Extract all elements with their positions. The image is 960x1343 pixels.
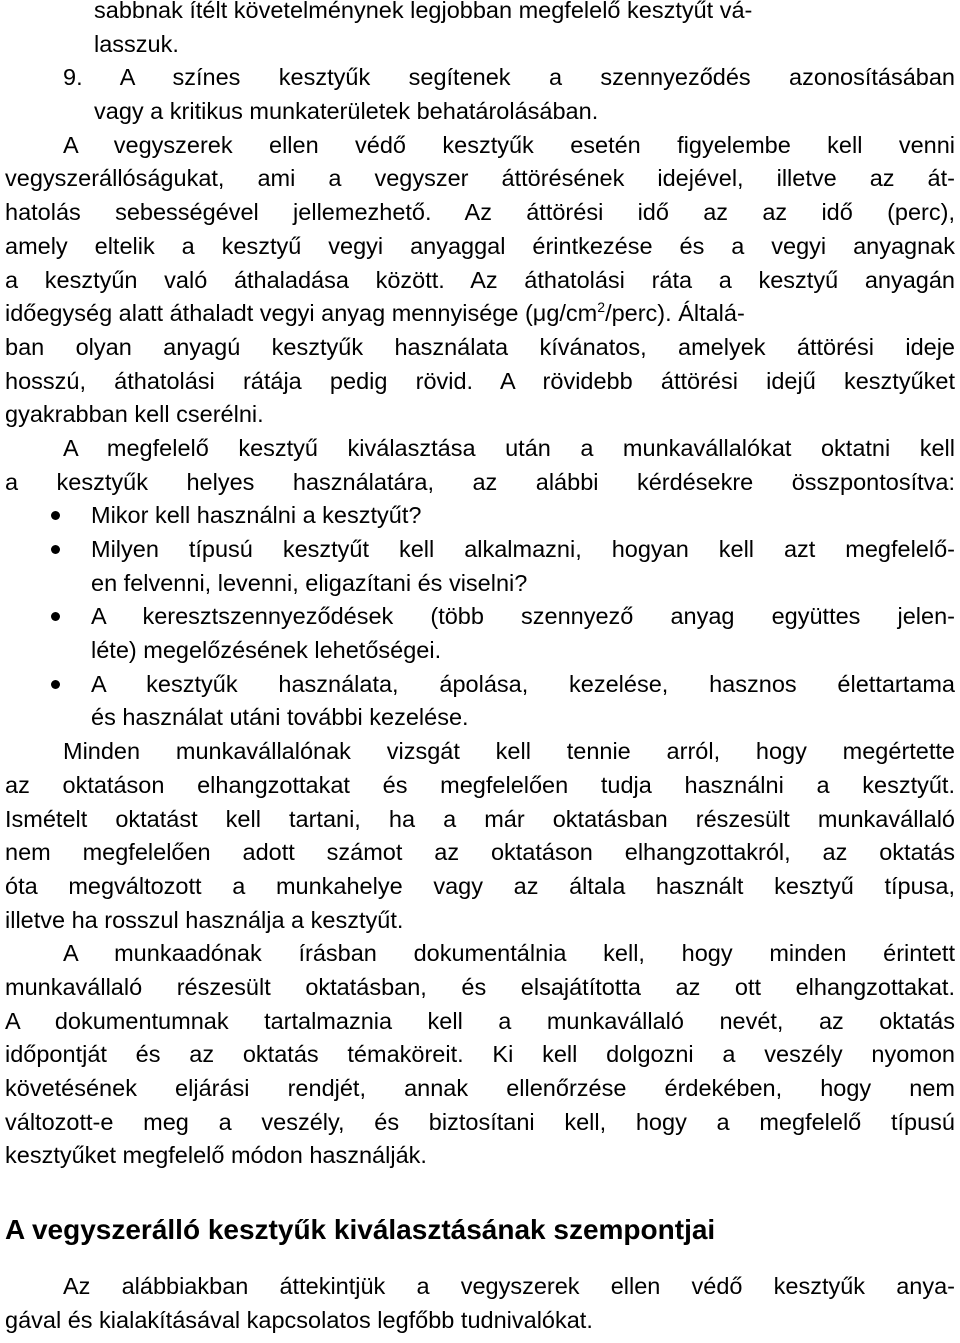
text-line: kesztyűket megfelelő módon használják. bbox=[5, 1142, 427, 1169]
text-line: munkavállaló részesült oktatásban, és elsajátította az ott elhangzottakat. bbox=[5, 973, 955, 1000]
text-line: vagy a kritikus munkaterületek behatárolásában. bbox=[94, 98, 599, 125]
bullet-item: Milyen típusú kesztyűt kell alkalmazni, hogyan kell azt megfelelő- bbox=[5, 533, 955, 567]
text-line: időegység alatt áthaladt vegyi anyag mennyisége $(\mu g/cm^2/perc)$. Általá- bbox=[5, 299, 745, 327]
text-line: óta megváltozott a munkahelye vagy az általa használt kesztyű típusa, bbox=[5, 872, 955, 899]
text-line: illetve ha rosszul használja a kesztyűt. bbox=[5, 906, 404, 933]
bullet-continuation: en felvenni, levenni, eligazítani és viselni? bbox=[91, 569, 528, 596]
text-line: Minden munkavállalónak vizsgát kell tennie arról, hogy megértette bbox=[63, 738, 955, 765]
text-line: ban olyan anyagú kesztyűk használata kívánatos, amelyek áttörési ideje bbox=[5, 333, 955, 360]
text-line: az oktatáson elhangzottakat és megfelelően tudja használni a kesztyűt. bbox=[5, 771, 955, 798]
text-line: hosszú, áthatolási rátája pedig rövid. A rövidebb áttörési idejű kesztyűket bbox=[5, 367, 955, 394]
text-line: A munkaadónak írásban dokumentálnia kell, hogy minden érintett bbox=[63, 940, 955, 967]
bullet-icon bbox=[51, 511, 60, 520]
section-heading: A vegyszerálló kesztyűk kiválasztásának szempontjai bbox=[5, 1214, 716, 1245]
text-line: A megfelelő kesztyű kiválasztása után a munkavállalókat oktatni kell bbox=[63, 434, 955, 461]
bullet-item: A keresztszennyeződések (több szennyező anyag együttes jelen- bbox=[5, 600, 955, 634]
text-line: lasszuk. bbox=[94, 30, 179, 57]
text-line: vegyszerállóságukat, ami a vegyszer áttörésének idejével, illetve az át- bbox=[5, 165, 955, 192]
text-line: időpontját és az oktatás témaköreit. Ki kell dolgozni a veszély nyomon bbox=[5, 1041, 955, 1068]
bullet-icon bbox=[51, 612, 60, 621]
text-line: A vegyszerek ellen védő kesztyűk esetén figyelembe kell venni bbox=[63, 131, 955, 158]
text-line: amely eltelik a kesztyű vegyi anyaggal érintkezése és a vegyi anyagnak bbox=[5, 232, 955, 259]
text-line: Az alábbiakban áttekintjük a vegyszerek ellen védő kesztyűk anya- bbox=[63, 1273, 955, 1299]
text-line: A dokumentumnak tartalmaznia kell a munkavállaló nevét, az oktatás bbox=[5, 1007, 955, 1034]
text-line: változott-e meg a veszély, és biztosítani kell, hogy a megfelelő típusú bbox=[5, 1108, 955, 1135]
text-line: gával és kialakításával kapcsolatos legfőbb tudnivalókat. bbox=[5, 1306, 593, 1333]
text-line: követésének eljárási rendjét, annak ellenőrzése érdekében, hogy nem bbox=[5, 1075, 955, 1101]
bullet-continuation: és használat utáni további kezelése. bbox=[91, 704, 469, 731]
text-line: sabbnak ítélt követelménynek legjobban megfelelő kesztyűt vá- bbox=[94, 0, 753, 23]
bullet-icon bbox=[51, 680, 60, 689]
text-line: a kesztyűk helyes használatára, az alábbi kérdésekre összpontosítva: bbox=[5, 468, 955, 495]
text-line: Ismételt oktatást kell tartani, ha a már oktatásban részesült munkavállaló bbox=[5, 805, 955, 832]
bullet-item: A kesztyűk használata, ápolása, kezelése, hasznos élettartama bbox=[5, 668, 955, 702]
bullet-icon bbox=[51, 545, 60, 554]
document-page bbox=[5, 0, 955, 1173]
text-line: hatolás sebességével jellemezhető. Az áttörési idő az az idő (perc), bbox=[5, 199, 955, 226]
superscript: 2 bbox=[597, 299, 606, 316]
text-line: 9. A színes kesztyűk segítenek a szennyeződés azonosításában bbox=[63, 64, 955, 91]
text-line: a kesztyűn való áthaladása között. Az áthatolási ráta a kesztyű anyagán bbox=[5, 266, 955, 293]
text-line: gyakrabban kell cserélni. bbox=[5, 401, 264, 428]
bullet-item: Mikor kell használni a kesztyűt? bbox=[5, 499, 955, 533]
text-line: nem megfelelően adott számot az oktatáson elhangzottakról, az oktatás bbox=[5, 839, 955, 866]
intro-paragraph bbox=[5, 1270, 955, 1337]
bullet-continuation: léte) megelőzésének lehetőségei. bbox=[91, 637, 442, 664]
